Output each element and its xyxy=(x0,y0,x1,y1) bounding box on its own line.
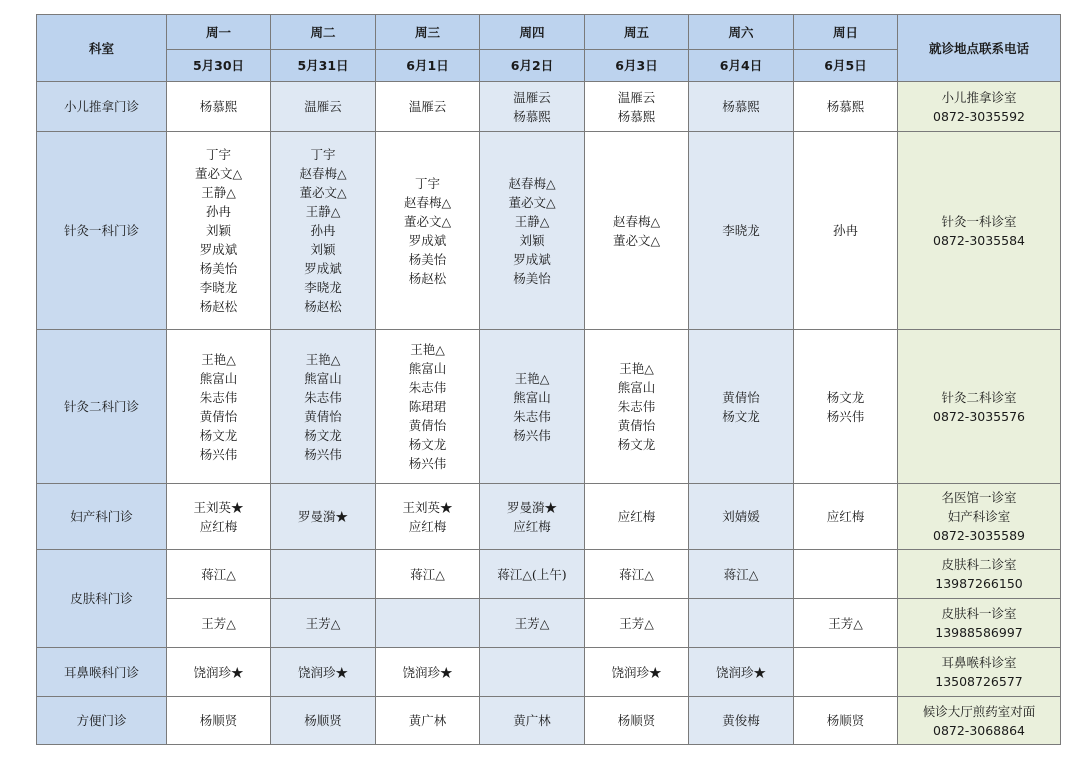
cell-line: 熊富山 xyxy=(617,380,656,395)
doctor-cell xyxy=(585,82,689,132)
doctor-cell xyxy=(480,648,585,697)
cell-line: 杨兴伟 xyxy=(513,427,551,443)
cell-line: 朱志伟 xyxy=(617,399,656,414)
cell-line: 蒋江△ xyxy=(723,566,759,582)
doctor-cell xyxy=(167,550,271,599)
doctor-cell xyxy=(585,550,689,599)
cell-line: 罗成斌 xyxy=(199,242,238,257)
cell-line: 饶润珍★ xyxy=(297,664,348,680)
cell-line: 熊富山 xyxy=(304,370,342,386)
doctor-cell xyxy=(167,697,271,745)
cell-line: 杨美怡 xyxy=(513,270,551,286)
cell-line: 杨顺贤 xyxy=(199,713,238,728)
cell-line: 王刘英★ xyxy=(193,499,244,515)
cell-line: 李晓龙 xyxy=(722,223,760,238)
cell-line: 王静△ xyxy=(305,204,341,219)
cell-line: 刘颖 xyxy=(205,223,231,238)
header-row-weekdays xyxy=(37,15,1061,50)
doctor-cell xyxy=(585,648,689,697)
cell-line: 杨兴伟 xyxy=(304,446,342,462)
cell-line: 赵春梅△ xyxy=(508,175,556,191)
phone-number: 0872-3035584 xyxy=(933,232,1025,248)
date-header: 6月5日 xyxy=(794,50,898,82)
weekday-header: 周三 xyxy=(376,15,480,50)
cell-line: 杨顺贤 xyxy=(617,713,656,728)
doctor-cell xyxy=(376,599,480,648)
doctor-cell xyxy=(585,599,689,648)
weekday-header: 周日 xyxy=(794,15,898,50)
cell-line: 饶润珍★ xyxy=(402,664,453,680)
doctor-cell xyxy=(794,648,898,697)
cell-line: 杨顺贤 xyxy=(826,713,865,728)
doctor-cell xyxy=(376,484,480,550)
cell-line: 杨文龙 xyxy=(199,427,238,443)
doctor-cell xyxy=(585,697,689,745)
doctor-cell xyxy=(585,132,689,330)
cell-line: 王艳△ xyxy=(305,351,341,367)
location-contact-cell xyxy=(898,132,1061,330)
cell-line: 饶润珍★ xyxy=(611,664,662,680)
clinic-room: 皮肤科一诊室 xyxy=(941,606,1017,621)
cell-line: 应红梅 xyxy=(617,509,656,524)
cell-line: 应红梅 xyxy=(513,518,551,534)
table-row xyxy=(37,82,1061,132)
cell-line: 李晓龙 xyxy=(304,280,342,295)
cell-line: 杨文龙 xyxy=(617,437,656,452)
department-cell: 皮肤科门诊 xyxy=(37,550,167,648)
cell-line: 黄倩怡 xyxy=(304,408,342,424)
doctor-cell xyxy=(167,484,271,550)
cell-line: 杨慕熙 xyxy=(617,108,656,124)
doctor-cell xyxy=(167,82,271,132)
cell-line: 丁宇 xyxy=(205,147,231,162)
cell-line: 杨文龙 xyxy=(408,437,447,452)
date-header: 6月2日 xyxy=(480,50,585,82)
duty-schedule-table xyxy=(36,14,1061,745)
doctor-cell xyxy=(689,599,794,648)
location-contact-cell xyxy=(898,82,1061,132)
clinic-room: 妇产科诊室 xyxy=(947,509,1011,524)
cell-line: 温雁云 xyxy=(513,89,551,105)
table-row xyxy=(37,330,1061,484)
doctor-cell xyxy=(271,484,376,550)
cell-line: 黄倩怡 xyxy=(408,418,447,433)
date-header: 5月30日 xyxy=(167,50,271,82)
clinic-room: 小儿推拿诊室 xyxy=(941,89,1017,105)
cell-line: 黄倩怡 xyxy=(617,418,656,433)
location-contact-cell xyxy=(898,484,1061,550)
doctor-cell xyxy=(585,484,689,550)
cell-line: 王静△ xyxy=(201,185,236,200)
location-contact-cell xyxy=(898,648,1061,697)
doctor-cell xyxy=(271,599,376,648)
cell-line: 杨慕熙 xyxy=(513,108,551,124)
department-cell: 方便门诊 xyxy=(37,697,167,745)
cell-line: 杨顺贤 xyxy=(304,713,342,728)
cell-line: 董必文△ xyxy=(403,213,452,229)
phone-number: 0872-3068864 xyxy=(933,722,1025,738)
cell-line: 孙冉 xyxy=(205,204,231,219)
cell-line: 董必文△ xyxy=(194,166,243,181)
doctor-cell xyxy=(689,82,794,132)
cell-line: 赵春梅△ xyxy=(299,166,347,181)
doctor-cell xyxy=(480,484,585,550)
doctor-cell xyxy=(376,330,480,484)
cell-line: 黄广林 xyxy=(408,713,447,728)
schedule-body xyxy=(37,82,1061,745)
cell-line: 温雁云 xyxy=(304,99,342,114)
table-row xyxy=(37,550,1061,599)
doctor-cell xyxy=(689,648,794,697)
clinic-room: 耳鼻喉科诊室 xyxy=(941,655,1017,670)
cell-line: 杨赵松 xyxy=(304,299,342,314)
cell-line: 孙冉 xyxy=(832,223,858,238)
cell-line: 杨兴伟 xyxy=(199,446,238,462)
cell-line: 黄倩怡 xyxy=(199,408,238,424)
cell-line: 罗成斌 xyxy=(513,251,551,267)
cell-line: 刘颖 xyxy=(519,232,545,248)
cell-line: 罗曼漪★ xyxy=(506,499,557,515)
clinic-room: 名医馆一诊室 xyxy=(941,490,1017,505)
cell-line: 朱志伟 xyxy=(199,389,238,405)
doctor-cell xyxy=(794,82,898,132)
doctor-cell xyxy=(167,648,271,697)
table-row xyxy=(37,697,1061,745)
phone-number: 0872-3035589 xyxy=(933,528,1025,543)
doctor-cell xyxy=(376,648,480,697)
doctor-cell xyxy=(376,82,480,132)
date-header: 5月31日 xyxy=(271,50,376,82)
weekday-header: 周二 xyxy=(271,15,376,50)
doctor-cell xyxy=(271,697,376,745)
cell-line: 王艳△ xyxy=(410,342,445,357)
department-cell: 针灸二科门诊 xyxy=(37,330,167,484)
phone-number: 13987266150 xyxy=(935,576,1023,591)
doctor-cell xyxy=(794,550,898,599)
cell-line: 杨赵松 xyxy=(199,299,238,314)
doctor-cell xyxy=(271,132,376,330)
doctor-cell xyxy=(376,132,480,330)
cell-line: 熊富山 xyxy=(408,361,447,376)
cell-line: 罗成斌 xyxy=(304,261,342,276)
cell-line: 黄俊梅 xyxy=(722,713,760,728)
cell-line: 王芳△ xyxy=(201,615,236,631)
cell-line: 王芳△ xyxy=(514,615,550,631)
doctor-cell xyxy=(271,550,376,599)
cell-line: 蒋江△ xyxy=(201,566,236,582)
clinic-room: 针灸二科诊室 xyxy=(941,389,1017,405)
weekday-header: 周一 xyxy=(167,15,271,50)
cell-line: 朱志伟 xyxy=(513,408,551,424)
table-row xyxy=(37,132,1061,330)
doctor-cell xyxy=(794,484,898,550)
cell-line: 杨文龙 xyxy=(722,408,760,424)
cell-line: 王艳△ xyxy=(619,361,654,376)
doctor-cell xyxy=(794,697,898,745)
cell-line: 杨慕熙 xyxy=(199,99,238,114)
phone-number: 0872-3035576 xyxy=(933,408,1025,424)
cell-line: 王芳△ xyxy=(828,615,863,631)
location-contact-cell xyxy=(898,550,1061,599)
phone-number: 13508726577 xyxy=(935,674,1023,689)
clinic-room: 针灸一科诊室 xyxy=(941,213,1017,229)
location-contact-cell xyxy=(898,599,1061,648)
cell-line: 杨美怡 xyxy=(199,261,238,276)
cell-line: 丁宇 xyxy=(310,147,336,162)
cell-line: 杨文龙 xyxy=(826,389,865,405)
cell-line: 孙冉 xyxy=(310,223,336,238)
cell-line: 黄倩怡 xyxy=(722,389,760,405)
doctor-cell xyxy=(480,697,585,745)
doctor-cell xyxy=(794,599,898,648)
doctor-cell xyxy=(167,330,271,484)
cell-line: 赵春梅△ xyxy=(403,194,452,210)
cell-line: 蒋江△ xyxy=(619,566,654,582)
doctor-cell xyxy=(167,599,271,648)
cell-line: 杨赵松 xyxy=(408,270,447,286)
cell-line: 蒋江△ xyxy=(410,566,445,582)
cell-line: 温雁云 xyxy=(617,89,656,105)
cell-line: 朱志伟 xyxy=(408,380,447,395)
cell-line: 温雁云 xyxy=(408,99,447,114)
cell-line: 熊富山 xyxy=(513,389,551,405)
cell-line: 黄广林 xyxy=(513,713,551,728)
cell-line: 刘婧媛 xyxy=(722,509,760,524)
cell-line: 饶润珍★ xyxy=(715,664,766,680)
doctor-cell xyxy=(689,697,794,745)
cell-line: 王芳△ xyxy=(305,615,341,631)
location-column-header: 就诊地点联系电话 xyxy=(898,15,1061,82)
weekday-header: 周四 xyxy=(480,15,585,50)
cell-line: 杨慕熙 xyxy=(826,99,865,114)
doctor-cell xyxy=(167,132,271,330)
doctor-cell xyxy=(376,697,480,745)
doctor-cell xyxy=(480,330,585,484)
doctor-cell xyxy=(271,82,376,132)
cell-line: 应红梅 xyxy=(826,509,865,524)
department-cell: 针灸一科门诊 xyxy=(37,132,167,330)
table-row xyxy=(37,648,1061,697)
cell-line: 赵春梅△ xyxy=(612,213,661,229)
cell-line: 董必文△ xyxy=(508,194,556,210)
doctor-cell xyxy=(689,132,794,330)
cell-line: 李晓龙 xyxy=(199,280,238,295)
cell-line: 杨美怡 xyxy=(408,251,447,267)
cell-line: 陈珺珺 xyxy=(408,399,447,414)
doctor-cell xyxy=(480,599,585,648)
cell-line: 饶润珍★ xyxy=(193,664,244,680)
doctor-cell xyxy=(689,484,794,550)
cell-line: 王刘英★ xyxy=(402,499,453,515)
cell-line: 罗成斌 xyxy=(408,232,447,248)
clinic-room: 候诊大厅煎药室对面 xyxy=(922,703,1036,719)
location-contact-cell xyxy=(898,697,1061,745)
dept-column-header: 科室 xyxy=(37,15,167,82)
cell-line: 蒋江△(上午) xyxy=(497,566,567,582)
doctor-cell xyxy=(271,648,376,697)
doctor-cell xyxy=(480,550,585,599)
date-header: 6月1日 xyxy=(376,50,480,82)
doctor-cell xyxy=(689,550,794,599)
doctor-cell xyxy=(376,550,480,599)
doctor-cell xyxy=(794,330,898,484)
doctor-cell xyxy=(689,330,794,484)
phone-number: 13988586997 xyxy=(935,625,1023,640)
cell-line: 董必文△ xyxy=(299,185,347,200)
department-cell: 小儿推拿门诊 xyxy=(37,82,167,132)
weekday-header: 周六 xyxy=(689,15,794,50)
doctor-cell xyxy=(480,82,585,132)
cell-line: 杨兴伟 xyxy=(826,408,865,424)
weekday-header: 周五 xyxy=(585,15,689,50)
cell-line: 应红梅 xyxy=(408,518,447,534)
cell-line: 罗曼漪★ xyxy=(297,509,348,524)
cell-line: 王芳△ xyxy=(619,615,654,631)
clinic-room: 皮肤科二诊室 xyxy=(941,557,1017,572)
cell-line: 董必文△ xyxy=(612,232,661,248)
department-cell: 耳鼻喉科门诊 xyxy=(37,648,167,697)
cell-line: 刘颖 xyxy=(310,242,336,257)
doctor-cell xyxy=(585,330,689,484)
doctor-cell xyxy=(480,132,585,330)
table-row xyxy=(37,599,1061,648)
cell-line: 杨兴伟 xyxy=(408,456,447,471)
cell-line: 王艳△ xyxy=(201,351,236,367)
doctor-cell xyxy=(271,330,376,484)
cell-line: 熊富山 xyxy=(199,370,238,386)
cell-line: 杨慕熙 xyxy=(722,99,760,114)
doctor-cell xyxy=(794,132,898,330)
cell-line: 丁宇 xyxy=(414,175,440,191)
cell-line: 杨文龙 xyxy=(304,427,342,443)
cell-line: 应红梅 xyxy=(199,518,238,534)
cell-line: 王静△ xyxy=(514,213,550,229)
phone-number: 0872-3035592 xyxy=(933,108,1025,124)
cell-line: 朱志伟 xyxy=(304,389,342,405)
location-contact-cell xyxy=(898,330,1061,484)
cell-line: 王艳△ xyxy=(514,370,550,386)
date-header: 6月3日 xyxy=(585,50,689,82)
table-row xyxy=(37,484,1061,550)
department-cell: 妇产科门诊 xyxy=(37,484,167,550)
date-header: 6月4日 xyxy=(689,50,794,82)
